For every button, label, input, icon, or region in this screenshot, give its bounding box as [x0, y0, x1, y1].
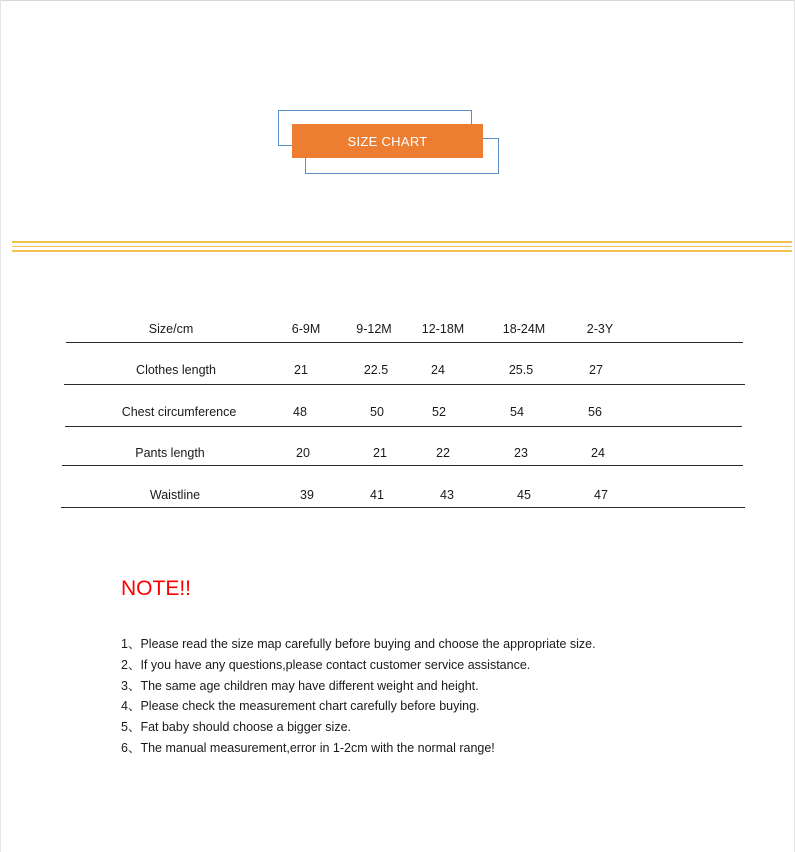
table-cell: 27	[589, 363, 603, 377]
table-cell: 20	[296, 446, 310, 460]
table-cell: 50	[370, 405, 384, 419]
header-cell: 2-3Y	[586, 322, 614, 336]
note-item: 3、The same age children may have different weight and height.	[121, 679, 479, 693]
table-cell: 52	[432, 405, 446, 419]
table-cell: 48	[293, 405, 307, 419]
divider-line	[12, 241, 792, 243]
table-cell: 25.5	[508, 363, 534, 377]
table-row	[0, 488, 795, 508]
banner-title: SIZE CHART	[292, 124, 483, 158]
table-rule	[65, 426, 742, 427]
row-label: Waistline	[149, 488, 201, 502]
header-cell: 18-24M	[502, 322, 546, 336]
table-cell: 24	[431, 363, 445, 377]
note-item: 2、If you have any questions,please contact customer service assistance.	[121, 658, 531, 672]
table-cell: 56	[588, 405, 602, 419]
table-cell: 47	[594, 488, 608, 502]
row-label: Chest circumference	[121, 405, 237, 419]
note-item: 5、Fat baby should choose a bigger size.	[121, 720, 351, 734]
row-label: Pants length	[135, 446, 205, 460]
table-rule	[61, 507, 745, 508]
note-item: 4、Please check the measurement chart carefully before buying.	[121, 699, 480, 713]
table-rule	[66, 342, 743, 343]
table-cell: 39	[300, 488, 314, 502]
note-item: 1、Please read the size map carefully before buying and choose the appropriate size.	[121, 637, 596, 651]
header-cell: 9-12M	[356, 322, 392, 336]
page-left-border	[0, 0, 1, 852]
table-row	[0, 363, 795, 383]
table-cell: 41	[370, 488, 384, 502]
header-cell: Size/cm	[148, 322, 194, 336]
header-cell: 12-18M	[421, 322, 465, 336]
table-cell: 24	[591, 446, 605, 460]
table-header-row	[0, 322, 795, 342]
table-cell: 43	[440, 488, 454, 502]
table-cell: 22	[436, 446, 450, 460]
divider-line	[12, 246, 792, 247]
note-title: NOTE!!	[121, 577, 192, 600]
table-row	[0, 405, 795, 425]
header-cell: 6-9M	[291, 322, 321, 336]
table-cell: 54	[510, 405, 524, 419]
table-rule	[64, 384, 745, 385]
page-top-border	[0, 0, 795, 1]
table-cell: 45	[517, 488, 531, 502]
row-label: Clothes length	[136, 363, 216, 377]
table-cell: 23	[514, 446, 528, 460]
table-cell: 21	[373, 446, 387, 460]
table-cell: 22.5	[363, 363, 389, 377]
divider-line	[12, 250, 792, 252]
table-row	[0, 446, 795, 466]
table-rule	[62, 465, 743, 466]
table-cell: 21	[294, 363, 308, 377]
note-item: 6、The manual measurement,error in 1-2cm with the normal range!	[121, 741, 495, 755]
